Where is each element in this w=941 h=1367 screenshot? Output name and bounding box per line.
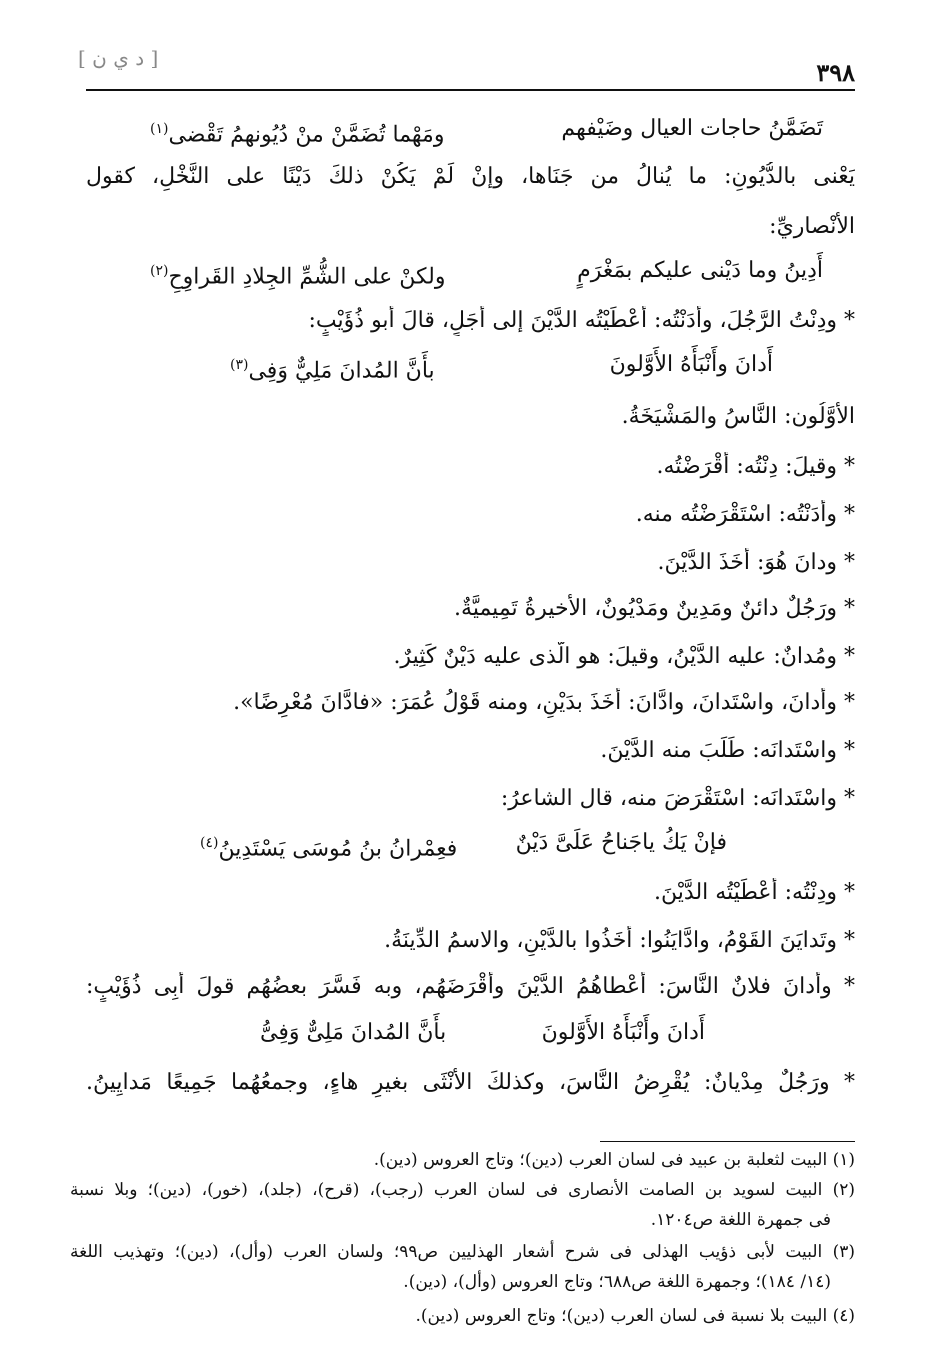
footnote-4: (٤) البيت بلا نسبة فى لسان العرب (دين)؛ وتاج العروس (دين). — [415, 1306, 855, 1326]
text-line: الأنْصاريِّ: — [769, 214, 855, 239]
text-line: * وأَدَنْتُه: اسْتَقْرَضْتُه منه. — [635, 502, 855, 527]
text-line: * ورَجُلٌ مِدْيانٌ: يُقْرِضُ النَّاسَ، وكذلكَ الأُنْثَى بغيرِ هاءٍ، وجمعُهُما جَمِيعًا مَدايِينُ. — [86, 1070, 855, 1095]
page-number: ٣٩٨ — [816, 58, 855, 87]
verse-3-hemistich-1: أَدانَ وأَنْبَأَهُ الأَوَّلونَ — [609, 352, 773, 377]
text-line: * ورَجُلٌ دائنٌ ومَدِينٌ ومَدْيُونٌ، الأخيرةُ تَمِيميَّةٌ. — [454, 596, 855, 621]
footnote-3: (٣) البيت لأبى ذؤيب الهذلى فى شرح أشعار الهذليين ص٩٩؛ ولسان العرب (وأل)، (دين)؛ وتهذيب اللغة — [70, 1242, 855, 1262]
verse-2-hemistich-1: أَدِينُ وما دَيْنى عليكم بمَغْرَمٍ — [577, 258, 823, 283]
verse-4-hemistich-1: فإنْ يَكُ ياجَناحُ عَلَىَّ دَيْنٌ — [515, 830, 727, 855]
header-rule — [86, 89, 855, 91]
footnote-ref-3: (٣) — [230, 357, 249, 373]
footnote-2-continued: فى جمهرة اللغة ص١٢٠٤. — [650, 1210, 831, 1230]
footnote-ref-4: (٤) — [200, 835, 219, 851]
verse-3-hemistich-2: بأَنَّ المُدانَ مَلِيٌّ وَفِى$^{(٣)}$ — [230, 357, 435, 384]
text-line: * ودانَ هُوَ: أَخَذَ الدَّيْنَ. — [657, 550, 855, 575]
text-line: * واسْتَدانَه: اسْتَقْرَضَ منه، قال الشاعرُ: — [500, 786, 855, 811]
verse-2-hemistich-2: ولكنْ على الشُّمِّ الجِلادِ القَراوِحِ$^{(٢)}$ — [150, 263, 446, 290]
verse-5-hemistich-1: أَدانَ وأَنْبَأَهُ الأَوَّلونَ — [541, 1020, 705, 1045]
header-root-mark: [ د ي ن ] — [78, 46, 159, 70]
verse-5-hemistich-2: بأَنَّ المُدانَ مَلِىٌّ وَفِىُّ — [260, 1020, 447, 1045]
verse-1-hemistich-2: ومَهْما تُضَمَّنْ منْ دُيُونهمُ تَقْضى$^{(١)}$ — [150, 121, 445, 148]
text-line: * وأَدانَ فلانٌ النَّاسَ: أَعْطاهُمُ الدَّيْنَ وأَقْرَضَهُم، وبه فَسَّرَ بعضُهُم قولَ أَبِى ذُؤَيْبٍ: — [86, 974, 855, 999]
text-line: * واسْتَدانَه: طَلَبَ منه الدَّيْنَ. — [600, 738, 855, 763]
text-line: * وقيلَ: دِنْتُه: أَقْرَضْتُه. — [656, 454, 855, 479]
footnote-1: (١) البيت لثعلبة بن عبيد فى لسان العرب (دين)؛ وتاج العروس (دين). — [373, 1150, 855, 1170]
text-line: * ودِنْتُه: أَعْطَيْتُه الدَّيْنَ. — [654, 880, 855, 905]
footnote-rule — [600, 1141, 855, 1142]
text-line: * وأَدانَ، واسْتَدانَ، وادَّانَ: أَخَذَ بدَيْنٍ، ومنه قَوْلُ عُمَرَ: «فادَّانَ مُعْرِضًا». — [233, 690, 855, 715]
text-line: * وتَدايَنَ القَوْمُ، وادَّايَنُوا: أَخَذُوا بالدَّيْنِ، والاسمُ الدِّينَةُ. — [384, 928, 855, 953]
verse-1-hemistich-1: تَضَمَّنُ حاجات العيال وضَيْفهم — [561, 116, 823, 141]
text-line: * ومُدانٌ: عليه الدَّيْنُ، وقيلَ: هو الَّذى عليه دَيْنٌ كَثِيرٌ. — [393, 644, 855, 669]
footnote-ref-1: (١) — [150, 121, 169, 137]
footnote-ref-2: (٢) — [150, 263, 169, 279]
footnote-3-continued: (١٤/ ١٨٤)؛ وجمهرة اللغة ص٦٨٨؛ وتاج العروس (وأل)، (دين). — [403, 1272, 831, 1292]
text-line: يَعْنى بالدُّيُونِ: ما يُنالُ من جَنَاها، وإنْ لَمْ يَكُنْ ذلكَ دَيْنًا على النَّخْلِ، كقول — [86, 164, 855, 189]
footnote-2: (٢) البيت لسويد بن الصامت الأنصارى فى لسان العرب (رجب)، (قرح)، (جلد)، (خور)، (دين)؛ وبلا نسبة — [70, 1180, 855, 1200]
verse-4-hemistich-2: فعِمْرانُ بنُ مُوسَى يَسْتَدِينُ$^{(٤)}$ — [200, 835, 458, 862]
text-line: الأَوَّلُون: النَّاسُ والمَشْيَخَةُ. — [621, 404, 855, 429]
text-line: * ودِنْتُ الرَّجُلَ، وأَدَنْتُه: أَعْطَيْتُه الدَّيْنَ إلى أَجَلٍ، قالَ أبو ذُؤَيْبٍ: — [308, 308, 855, 333]
